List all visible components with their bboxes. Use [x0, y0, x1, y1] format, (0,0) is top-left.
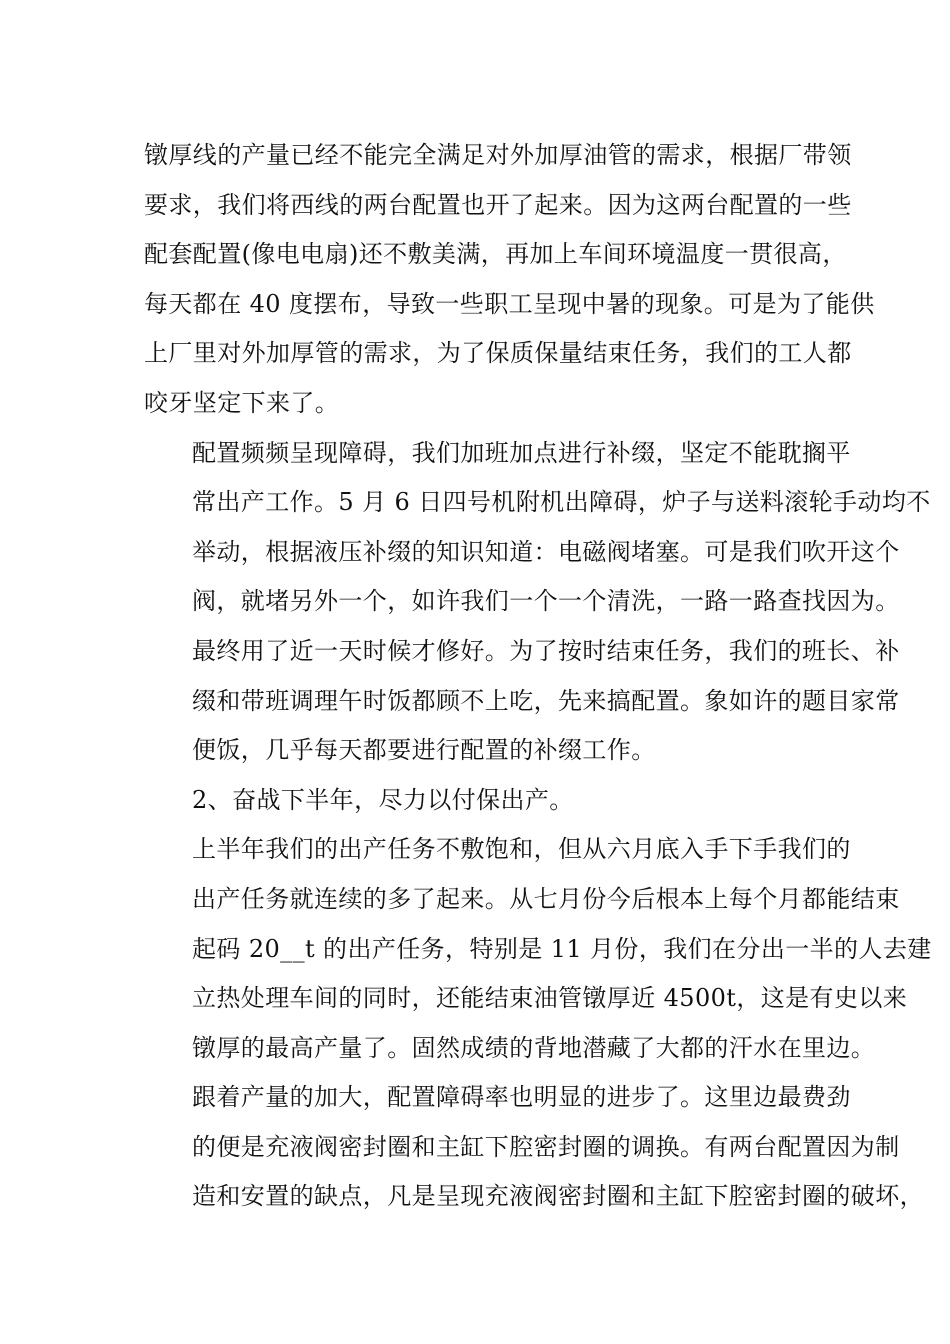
text-line: 配置频频呈现障碍，我们加班加点进行补缀，坚定不能耽搁平: [192, 438, 851, 467]
paragraph-p5: [144, 1073, 924, 1222]
text-line: 出产任务就连续的多了起来。从七月份今后根本上每个月都能结束: [192, 884, 900, 913]
text-line: 上厂里对外加厚管的需求，为了保质保量结束任务，我们的工人都: [144, 339, 852, 368]
text-line: 配套配置(像电电扇)还不敷美满，再加上车间环境温度一贯很高，: [144, 240, 847, 269]
text-line: 立热处理车间的同时，还能结束油管镦厚近 4500t，这是有史以来: [192, 984, 908, 1013]
paragraph-p3: [144, 776, 824, 826]
text-line: 要求，我们将西线的两台配置也开了起来。因为这两台配置的一些: [144, 190, 852, 219]
text-line: 咬牙坚定下来了。: [144, 388, 340, 417]
paragraph-p4: [144, 825, 932, 1073]
text-line: 常出产工作。5 月 6 日四号机附机出障碍，炉子与送料滚轮手动均不: [192, 488, 931, 517]
text-line: 的便是充液阀密封圈和主缸下腔密封圈的调换。有两台配置因为制: [192, 1132, 900, 1161]
text-line: 上半年我们的出产任务不敷饱和，但从六月底入手下手我们的: [192, 835, 851, 864]
text-line: 跟着产量的加大，配置障碍率也明显的进步了。这里边最费劲: [192, 1083, 851, 1112]
text-line: 镦厚的最高产量了。固然成绩的背地潜藏了大都的汗水在里边。: [192, 1033, 876, 1062]
paragraph-p2: [144, 429, 931, 776]
paragraph-p1: [144, 131, 875, 429]
text-line: 便饭，几乎每天都要进行配置的补缀工作。: [192, 736, 656, 765]
text-line: 缀和带班调理午时饭都顾不上吃，先来搞配置。象如许的题目家常: [192, 686, 900, 715]
text-line: 最终用了近一天时候才修好。为了按时结束任务，我们的班长、补: [192, 636, 900, 665]
text-line: 起码 20__t 的出产任务，特别是 11 月份，我们在分出一半的人去建: [192, 934, 932, 963]
text-line: 每天都在 40 度摆布，导致一些职工呈现中暑的现象。可是为了能供: [144, 289, 875, 318]
text-line: 镦厚线的产量已经不能完全满足对外加厚油管的需求，根据厂带领: [144, 141, 852, 169]
document-body: [144, 131, 932, 1222]
text-line: 阀，就堵另外一个，如许我们一个一个清洗，一路一路查找因为。: [192, 587, 900, 616]
text-line: 造和安置的缺点，凡是呈现充液阀密封圈和主缸下腔密封圈的破坏，: [192, 1182, 924, 1211]
text-line: 举动，根据液压补缀的知识知道：电磁阀堵塞。可是我们吹开这个: [192, 537, 900, 566]
text-line: 2、奋战下半年，尽力以付保出产。: [192, 785, 574, 814]
